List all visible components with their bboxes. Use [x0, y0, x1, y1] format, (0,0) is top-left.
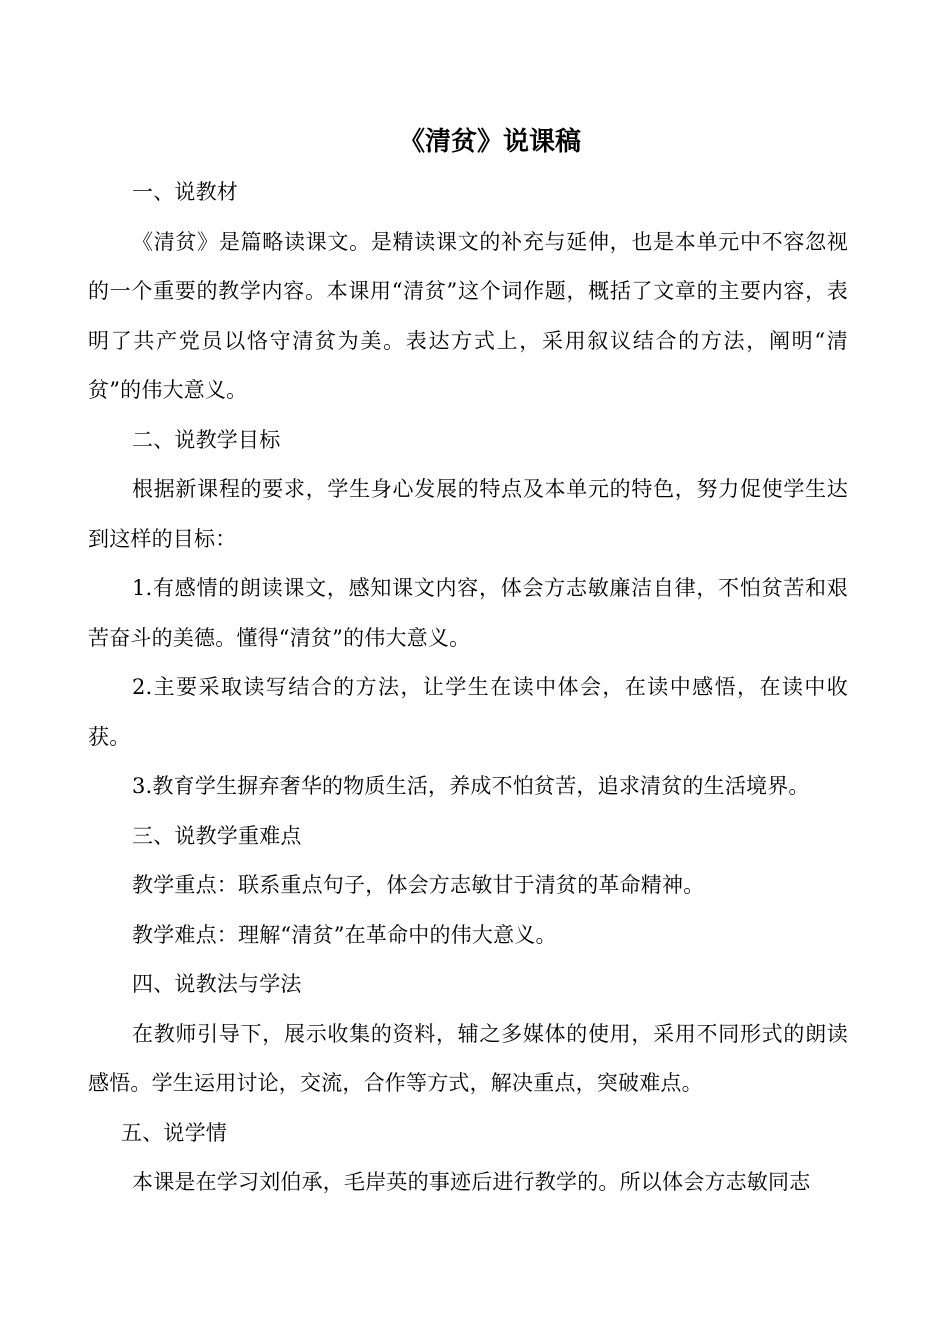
paragraph-teaching-material: 《清贫》是篇略读课文。是精读课文的补充与延伸，也是本单元中不容忽视的一个重要的教学内容。本课用“清贫”这个词作题，概括了文章的主要内容，表明了共产党员以恪守清贫为美。表达方式上，采用叙议结合的方法，阐明“清贫”的伟大意义。 — [88, 229, 848, 402]
goal-item-2: 2.主要采取读写结合的方法，让学生在读中体会，在读中感悟，在读中收获。 — [88, 675, 848, 749]
paragraph-student-situation: 本课是在学习刘伯承，毛岸英的事迹后进行教学的。所以体会方志敏同志 — [132, 1170, 811, 1194]
section-heading-teaching-material: 一、说教材 — [132, 180, 238, 204]
paragraph-difficulty: 教学难点：理解“清贫”在革命中的伟大意义。 — [132, 922, 557, 947]
goal-item-3: 3.教育学生摒弃奢华的物质生活，养成不怕贫苦，追求清贫的生活境界。 — [132, 774, 810, 798]
goal-item-1: 1.有感情的朗读课文，感知课文内容，体会方志敏廉洁自律，不怕贫苦和艰苦奋斗的美德。懂得“清贫”的伟大意义。 — [88, 576, 848, 650]
paragraph-key-point: 教学重点：联系重点句子，体会方志敏甘于清贫的革命精神。 — [132, 873, 705, 897]
paragraph-methods: 在教师引导下，展示收集的资料，辅之多媒体的使用，采用不同形式的朗读感悟。学生运用讨论，交流，合作等方式，解决重点，突破难点。 — [88, 1021, 848, 1095]
section-heading-student-situation: 五、说学情 — [121, 1120, 227, 1145]
section-heading-methods: 四、说教法与学法 — [132, 972, 302, 996]
document-title: 《清贫》说课稿 — [398, 127, 581, 157]
document-body — [88, 168, 848, 1208]
section-heading-key-points: 三、说教学重难点 — [132, 823, 302, 848]
paragraph-teaching-goals-intro: 根据新课程的要求，学生身心发展的特点及本单元的特色，努力促使学生达到这样的目标： — [88, 477, 848, 551]
section-heading-teaching-goals: 二、说教学目标 — [132, 427, 281, 452]
